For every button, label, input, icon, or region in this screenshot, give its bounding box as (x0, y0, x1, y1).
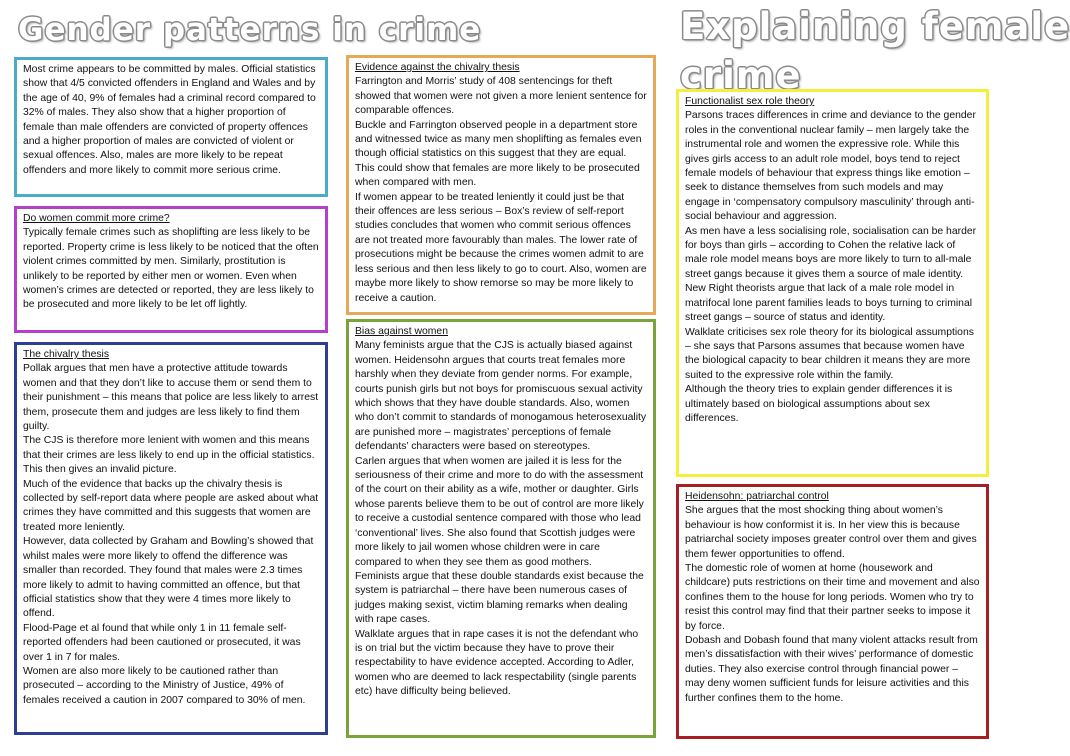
title-explaining-female-crime (680, 2, 1070, 100)
box-bias-against-women (346, 319, 656, 738)
box-heading: Bias against women (355, 326, 448, 337)
box-paragraph: Buckle and Farrington observed people in a department store and witnessed twice as many men shoplifting as females even though official statistics on this suggest that they are equal. This could show that females are more likely to be prosecuted when compared with men. (355, 119, 642, 189)
box-intro-paragraph: Most crime appears to be committed by males. Official statistics show that 4/5 convicted offenders in England and Wales and by the age of 40, 9% of females had a criminal record compared to 32% of males. They also show that a higher proportion of female than male offenders are convicted of property offences and a higher proportion of males are convicted of violent or sexual offences. Also, males are more likely to be repeat offenders and more likely to commit more serious crime. (23, 64, 316, 176)
title-line-1: Explaining female (680, 5, 1070, 48)
box-paragraph: Walklate argues that in rape cases it is not the defendant who is on trial but the victim because they have to prove their respectability to have evidence accepted. According to Adler, women who are deemed to lack respectability (single parents etc) have difficulty being believed. (355, 628, 639, 698)
box-heading: Heidensohn: patriarchal control (685, 491, 829, 502)
title-line-2: crime (680, 54, 802, 97)
box-paragraph: The CJS is therefore more lenient with women and this means that their crimes are less likely to end up in the official statistics. This then gives an invalid picture. (23, 435, 315, 476)
box-paragraph: New Right theorists argue that lack of a male role model in matrifocal lone parent families leads to boys turning to criminal street gangs – source of status and identity. (685, 283, 973, 324)
box-paragraph: Carlen argues that when women are jailed it is less for the seriousness of their crime and more to do with the assessment of the court on their ability as a wife, mother or daughter. Girls whose parents believe them to be out of control are more likely to receive a custodial sentence compared with those who lead ‘conventional’ lives. She also found that Scottish judges were more likely to jail women whose children were in care compared to when they see them as good mothers. (355, 455, 644, 568)
box-paragraph: If women appear to be treated leniently it could just be that their offences are less serious – Box’s review of self-report studies concludes that women who commit serious offences are not treated more favourably than males. The lower rate of prosecutions might be because the crimes women admit to are less serious and then less likely to go to court. Also, women are maybe more likely to show remorse so may be more likely to receive a caution. (355, 191, 647, 304)
title-gender-patterns: Gender patterns in crime (18, 12, 482, 48)
box-paragraph: As men have a less socialising role, socialisation can be harder for boys than girls – according to Cohen the relative lack of male role model means boys are more likely to turn to all-male street gangs because it gives them a source of male identity. (685, 225, 977, 280)
box-paragraph: Walklate criticises sex role theory for its biological assumptions – she says that Parsons assumes that because women have the biological capacity to bear children it means they are more suited to the expressive role within the family. (685, 326, 974, 381)
box-paragraph: Much of the evidence that backs up the chivalry thesis is collected by self-report data where people are asked about what crimes they have committed and this suggests that women are treated more leniently. (23, 478, 319, 533)
box-intro (14, 57, 328, 197)
box-do-women-commit-more-crime (14, 206, 328, 333)
box-paragraph: Feminists argue that these double standards exist because the system is patriarchal – there have been numerous cases of judges making sexist, victim blaming remarks when dealing with rape cases. (355, 570, 644, 626)
box-evidence-against-chivalry (346, 55, 656, 315)
box-functionalist-sex-role-theory (676, 89, 989, 477)
box-paragraph: Parsons traces differences in crime and deviance to the gender roles in the conventional nuclear family – men largely take the instrumental role and women the expressive role. While this gives girls access to an adult role model, boys tend to reject female models of behaviour that express things like emotion – seek to distance themselves from such models and may engage in ‘compensatory compulsory masculinity’ through anti-social behaviour and aggression. (685, 110, 976, 223)
box-paragraph: Flood-Page et al found that while only 1 in 11 female self-reported offenders had been cautioned or prosecuted, it was over 1 in 7 for males. (23, 622, 301, 663)
box-paragraph: Typically female crimes such as shoplifting are less likely to be reported. Property crime is less likely to be noticed that the often violent crimes committed by men. Similarly, prostitution is unlikely to be reported by either men or women. Even when women’s crimes are detected or reported, they are less likely to be prosecuted and more likely to be let off lightly. (23, 227, 319, 311)
box-heading: Do women commit more crime? (23, 213, 170, 224)
box-heading: Evidence against the chivalry thesis (355, 62, 520, 73)
box-paragraph: Dobash and Dobash found that many violent attacks result from men’s dissatisfaction with their wives’ performance of domestic duties. They also exercise control through financial power – may deny women sufficient funds for leisure activities and this further confines them to the home. (685, 635, 978, 704)
box-chivalry-thesis (14, 342, 328, 735)
box-paragraph: Farrington and Morris’ study of 408 sentencings for theft showed that women were not given a more lenient sentence for comparable offences. (355, 76, 647, 117)
box-heading: Functionalist sex role theory (685, 96, 815, 107)
box-paragraph: However, data collected by Graham and Bowling’s showed that whilst males were more likely to offend the difference was smaller than recorded. They found that males were 2.3 times more likely to admit to having committed an offence, but that official statistics show that they were 4 times more likely to offend. (23, 536, 314, 620)
box-paragraph: Although the theory tries to explain gender differences it is ultimately based on biological assumptions about sex differences. (685, 384, 953, 424)
box-paragraph: Women are also more likely to be cautioned rather than prosecuted – according to the Ministry of Justice, 49% of females received a caution in 2007 compared to 30% of men. (23, 665, 306, 706)
box-paragraph: She argues that the most shocking thing about women’s behaviour is how conformist it is. In her view this is because patriarchal society imposes greater control over them and gives them fewer opportunities to offend. (685, 505, 977, 560)
box-paragraph: Pollak argues that men have a protective attitude towards women and that they don’t like to accuse them or send them to their punishment – this means that police are less likely to arrest them, prosecute them and judges are less likely to find them guilty. (23, 363, 319, 433)
box-paragraph: The domestic role of women at home (housework and childcare) puts restrictions on their time and movement and also confines them to the house for long periods. Women who try to resist this control may find that their partner seeks to impose it by force. (685, 563, 980, 632)
box-paragraph: Many feminists argue that the CJS is actually biased against women. Heidensohn argues that courts treat females more harshly when they deviate from gender norms. For example, courts punish girls but not boys for promiscuous sexual activity which shows that they have double standards. Also, women who don’t commit to standards of monogamous heterosexuality are punished more – magistrates’ perceptions of female defendants’ characters were based on stereotypes. (355, 340, 647, 453)
box-heidensohn-patriarchal-control (676, 484, 989, 739)
box-heading: The chivalry thesis (23, 349, 110, 360)
